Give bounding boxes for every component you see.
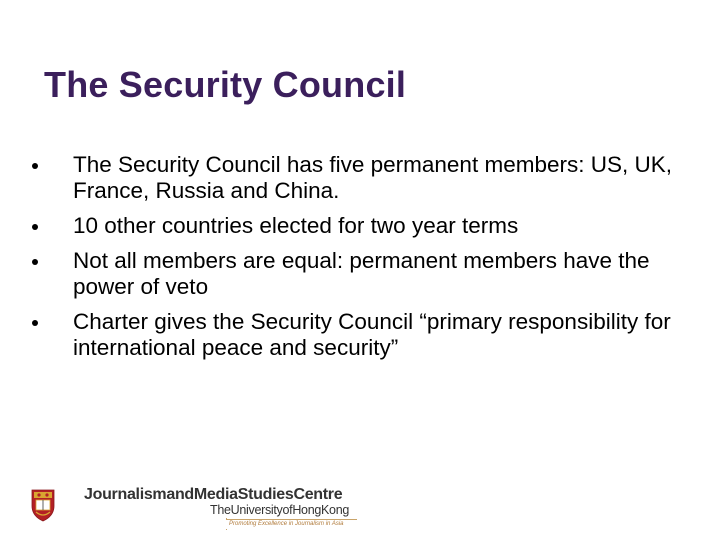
bullet-text: Not all members are equal: permanent members have the power of veto bbox=[73, 248, 650, 299]
tagline: Promoting Excellence in Journalism in Asia bbox=[226, 519, 357, 529]
bullet-dot-icon bbox=[32, 163, 38, 169]
bullet-list bbox=[32, 152, 692, 370]
bullet-text: The Security Council has five permanent members: US, UK, France, Russia and China. bbox=[73, 152, 672, 203]
bullet-dot-icon bbox=[32, 224, 38, 230]
bullet-dot-icon bbox=[32, 320, 38, 326]
hku-wordmark: TheUniversityofHongKong bbox=[210, 503, 350, 517]
bullet-item bbox=[32, 213, 692, 239]
bullet-text: 10 other countries elected for two year terms bbox=[73, 213, 519, 238]
slide-title: The Security Council bbox=[44, 64, 407, 105]
jmsc-wordmark: JournalismandMediaStudiesCentre bbox=[84, 486, 343, 503]
bullet-item bbox=[32, 309, 692, 361]
bullet-dot-icon bbox=[32, 259, 38, 265]
bullet-item bbox=[32, 248, 692, 300]
bullet-text: Charter gives the Security Council “primary responsibility for international peace and security” bbox=[73, 309, 671, 360]
footer-logo bbox=[30, 486, 370, 530]
hku-crest-icon bbox=[30, 486, 56, 522]
bullet-item bbox=[32, 152, 692, 204]
